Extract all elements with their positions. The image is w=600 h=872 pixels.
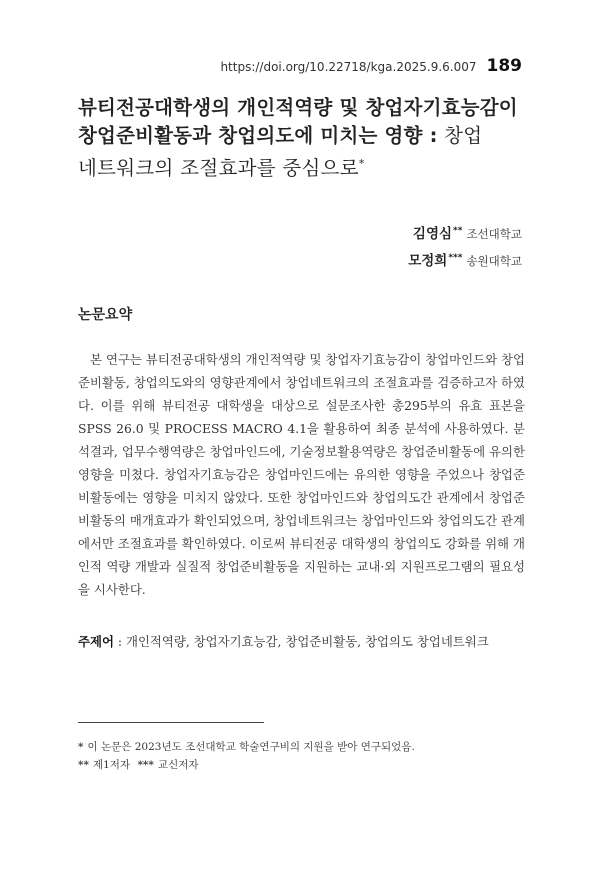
- author-affiliation: 조선대학교: [466, 227, 522, 241]
- doi-link[interactable]: https://doi.org/10.22718/kga.2025.9.6.007: [220, 60, 477, 74]
- footnotes: [78, 738, 528, 774]
- footnote-text: 제1저자: [92, 759, 131, 771]
- keywords-label: 주제어: [78, 634, 114, 649]
- footnote-divider: [78, 722, 264, 723]
- title-footnote-marker: *: [358, 157, 365, 170]
- author-name: 김영심: [412, 226, 453, 242]
- title-line-1: 뷰티전공대학생의 개인적역량 및 창업자기효능감이: [78, 96, 518, 119]
- footnote-text-2: 교신저자: [157, 759, 199, 771]
- title-line-2-rest: 창업: [437, 124, 483, 147]
- author-1: [408, 219, 522, 246]
- keywords: [78, 632, 528, 652]
- footnote-mark: *: [78, 741, 84, 753]
- abstract-body: 본 연구는 뷰티전공대학생의 개인적역량 및 창업자기효능감이 창업마인드와 창업준비활동, 창업의도와의 영향관계에서 창업네트워크의 조절효과를 검증하고자 하였다. 이를 위해 뷰티전공 대학생을 대상으로 설문조사한 총295부의 유효 표본을 SPSS 26.0 및 PROCESS MACRO 4.1을 활용하여 최종 분석에 사용하였다. 분석결과, 업무수행역량은 창업마인드에, 기술정보활용역량은 창업준비활동에 유의한 영향을 미쳤다. 창업자기효능감은 창업마인드에는 유의한 영향을 주었으나 창업준비활동에는 영향을 미치지 않았다. 또한 창업마인드와 창업의도간 관계에서 창업준비활동의 매개효과가 확인되었으며, 창업네트워크는 창업마인드와 창업의도간 관계에서만 조절효과를 확인하였다. 이로써 뷰티전공 대학생의 창업의도 강화를 위해 개인적 역량 개발과 실질적 창업준비활동을 지원하는 교내·외 지원프로그램의 필요성을 시사한다.: [78, 352, 525, 597]
- footnote-2: [78, 756, 528, 774]
- author-2: [408, 246, 522, 273]
- title-line-2-bold: 창업준비활동과 창업의도에 미치는 영향 :: [78, 124, 438, 147]
- abstract-heading: 논문요약: [78, 307, 133, 323]
- author-footnote-mark: **: [453, 226, 463, 236]
- page-header: [220, 56, 522, 76]
- footnote-mark: **: [78, 759, 89, 771]
- author-footnote-mark: ***: [448, 253, 463, 263]
- keywords-separator: :: [113, 634, 126, 649]
- footnote-mark-2: ***: [137, 759, 154, 771]
- title-line-3: 네트워크의 조절효과를 중심으로: [78, 156, 359, 180]
- author-affiliation: 송원대학교: [466, 254, 522, 268]
- author-name: 모정희: [408, 253, 448, 269]
- footnote-1: [78, 738, 528, 756]
- paper-title: [78, 94, 528, 183]
- page-number: 189: [486, 56, 522, 76]
- footnote-text: 이 논문은 2023년도 조선대학교 학술연구비의 지원을 받아 연구되었음.: [87, 741, 415, 753]
- keywords-text: 개인적역량, 창업자기효능감, 창업준비활동, 창업의도 창업네트워크: [125, 634, 489, 649]
- author-list: [408, 219, 522, 273]
